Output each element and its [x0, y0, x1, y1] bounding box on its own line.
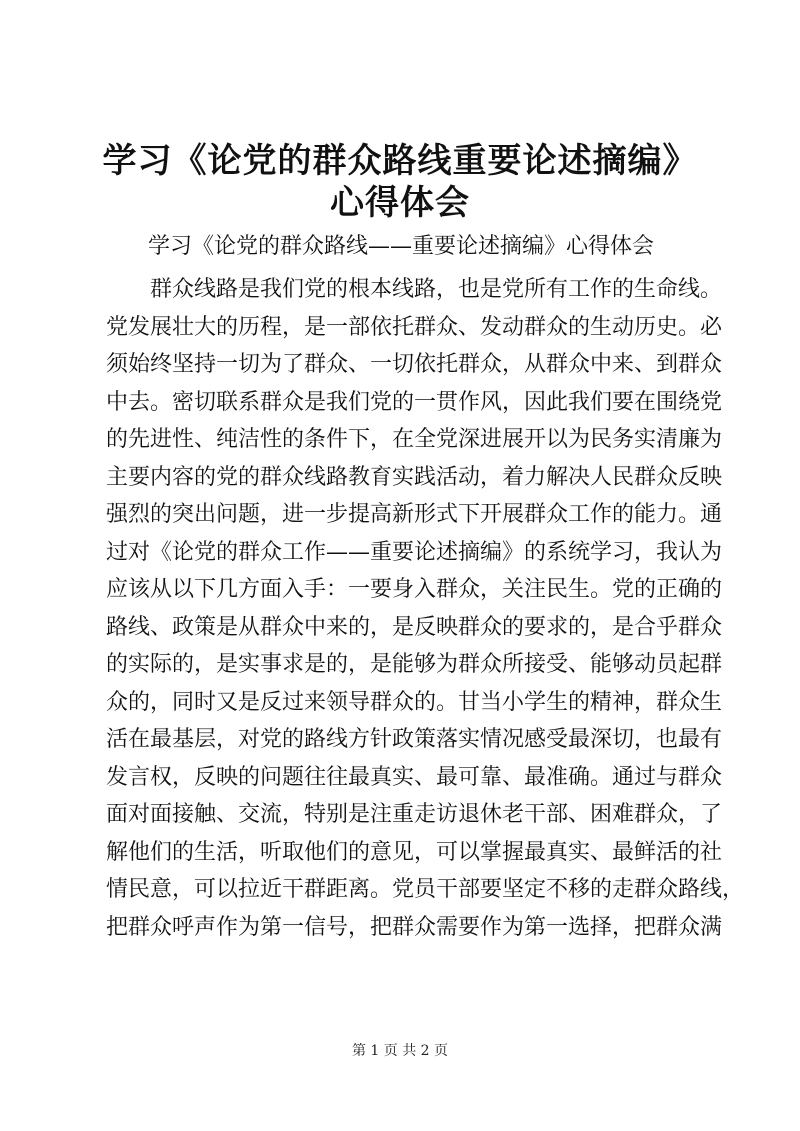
document-subtitle: 学习《论党的群众路线——重要论述摘编》心得体会	[148, 234, 655, 259]
body-line: 应该从以下几方面入手：一要身入群众，关注民生。党的正确的	[106, 577, 723, 602]
page-number-footer: 第 1 页 共 2 页	[351, 1043, 449, 1059]
body-line: 面对面接触、交流，特别是注重走访退休老干部、困难群众，了	[106, 802, 723, 827]
body-line: 活在最基层，对党的路线方针政策落实情况感受最深切，也最有	[106, 727, 723, 752]
body-line: 的实际的，是实事求是的，是能够为群众所接受、能够动员起群	[106, 652, 723, 677]
body-line: 路线、政策是从群众中来的，是反映群众的要求的，是合乎群众	[106, 614, 723, 640]
body-line: 中去。密切联系群众是我们党的一贯作风，因此我们要在围绕党	[106, 389, 723, 415]
body-line: 把群众呼声作为第一信号，把群众需要作为第一选择，把群众满	[106, 914, 723, 940]
body-line: 党发展壮大的历程，是一部依托群众、发动群众的生动历史。必	[106, 314, 723, 340]
body-line: 发言权，反映的问题往往最真实、最可靠、最准确。通过与群众	[106, 764, 723, 790]
body-line: 须始终坚持一切为了群众、一切依托群众，从群众中来、到群众	[106, 352, 723, 377]
body-line: 众的，同时又是反过来领导群众的。甘当小学生的精神，群众生	[106, 689, 723, 715]
body-line: 主要内容的党的群众线路教育实践活动，着力解决人民群众反映	[106, 464, 723, 490]
body-line: 的先进性、纯洁性的条件下，在全党深进展开以为民务实清廉为	[106, 427, 723, 452]
body-line: 解他们的生活，听取他们的意见，可以掌握最真实、最鲜活的社	[106, 839, 723, 865]
document-title: 学习《论党的群众路线重要论述摘编》心得体会	[102, 141, 698, 223]
body-line: 群众线路是我们党的根本线路，也是党所有工作的生命线。	[150, 277, 723, 302]
body-line: 情民意，可以拉近干群距离。党员干部要坚定不移的走群众路线，	[106, 877, 745, 902]
body-line: 过对《论党的群众工作——重要论述摘编》的系统学习，我认为	[106, 539, 723, 565]
body-paragraph	[106, 271, 745, 946]
body-line: 强烈的突出问题，进一步提高新形式下开展群众工作的能力。通	[106, 502, 723, 527]
